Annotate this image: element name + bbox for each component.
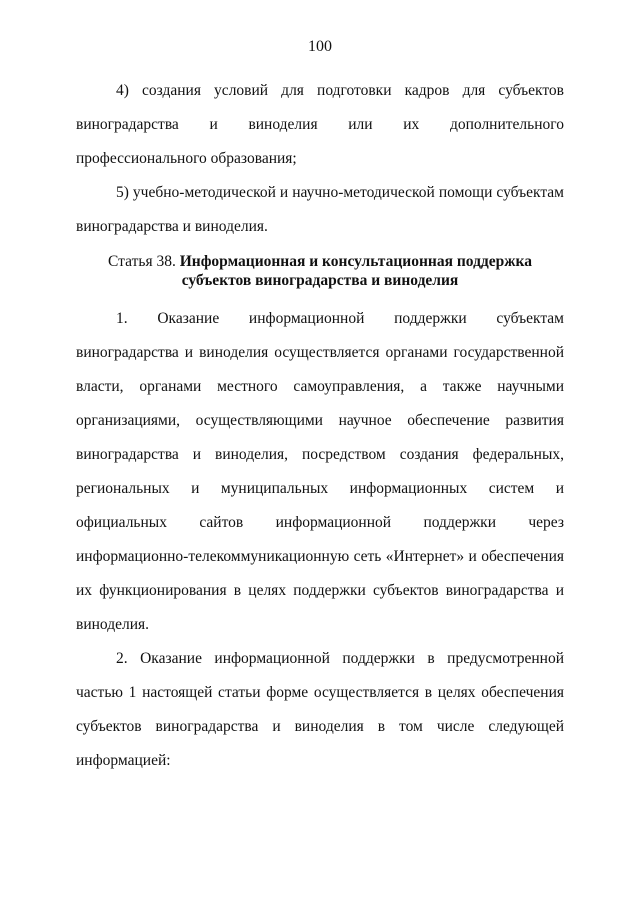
paragraph-item-5: 5) учебно-методической и научно-методической помощи субъектам виноградарства и виноделия. [76, 184, 564, 235]
paragraph-item-4: 4) создания условий для подготовки кадров для субъектов виноградарства и виноделия или их дополнительного профессионального образования; [76, 82, 564, 167]
article-title-line1: Информационная и консультационная поддержка [179, 253, 532, 270]
page-number: 100 [308, 38, 332, 55]
article-label: Статья 38. [108, 253, 176, 270]
article-title-line2: субъектов виноградарства и виноделия [181, 272, 459, 289]
paragraph-article-part-1: 1. Оказание информационной поддержки субъектам виноградарства и виноделия осуществляется органами государственной власти, органами местного самоуправления, а также научными организациями, осуществляющими научное обеспечение развития виноградарства и виноделия, посредством создания федеральных, региональных и муниципальных информационных систем и официальных сайтов информационной поддержки через информационно-телекоммуникационную сеть «Интернет» и обеспечения их функционирования в целях поддержки субъектов виноградарства и виноделия. [76, 310, 564, 633]
paragraph-article-part-2: 2. Оказание информационной поддержки в предусмотренной частью 1 настоящей статьи форме осуществляется в целях обеспечения субъектов виноградарства и виноделия в том числе следующей информацией: [76, 650, 564, 769]
article-heading [76, 252, 564, 290]
document-body [76, 74, 564, 778]
